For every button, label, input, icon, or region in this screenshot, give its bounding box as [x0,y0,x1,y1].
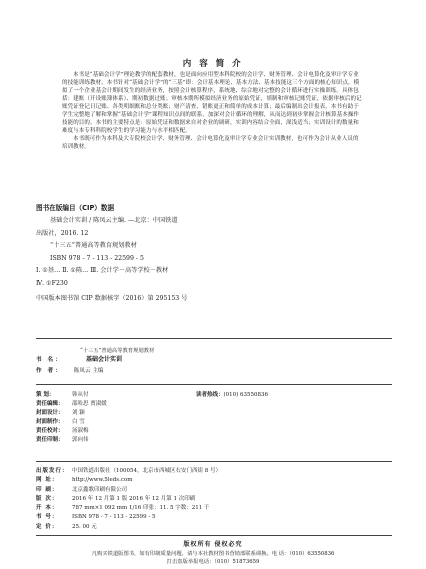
rights-notice [0,541,426,567]
pub-key: 印 刷： [36,486,59,493]
intro-paragraph: 本书是“基础会计学”理论教学的配套教材，也是面向应用型本科院校的会计学、财务管理、会计电算化及审计学专业的技能训练教材。本书针对“基础会计学”的“三基”即：会计基本理论、基本方法、基本技能这三个方面的核心知识点，模拟了一个企业基会计期间发生的经济业务，按照会计核算程序，系统地、综合地对完整的会计循环进行实操训练。具体包括：建账（开设账簿体系）、期初数据过账；审核本期所模拟经济业务的原始凭证，填制和审核记账凭证，依据审核后的记账凭证登记日记账、各类明细账和总分类账；财产清查、错账更正和简单的成本计算；最后编制出会计报表。本书有助于学生完整地了解和掌握“基础会计学”课程知识点间的联系，加深对会计循环的理解，从而达到初步掌握会计核算基本操作技能的目的。本书的主要特点是：原始凭证和数据来自对企业的调研，实训内容结合全面，深浅适当；实训设计的数量和难度与本专科科院校学生的学习能力与水平相匹配。 [62,72,362,135]
cip-block [36,215,396,305]
pub-row [36,495,396,504]
staff-row [36,409,396,418]
pub-value: ISBN 978 - 7 - 113 - 22599 - 5 [72,514,156,521]
pub-row [36,523,396,532]
staff-value: 刘 颖 [72,410,85,417]
staff-key: 策 划： [36,392,55,398]
staff-key: 责任校对： [36,428,64,435]
staff-key: 责任编辑： [36,401,64,408]
book-series: “十三五”普通高等教育规划教材 [80,348,155,354]
reader-hotline [196,391,268,400]
book-author: 陈凤云 主编 [73,368,104,374]
book-name-label: 书 名： [36,357,63,363]
staff-value: 汤淑梅 [72,428,89,435]
publication-info [36,467,396,532]
reader-hotline-label: 读者热线： [196,392,224,398]
pub-row [36,486,396,495]
divider [36,338,392,339]
staff-value: 白 雪 [72,419,85,426]
staff-value: 郭向伟 [72,437,89,444]
pub-row [36,467,396,476]
cip-line: “十三五”普通高等教育规划教材 [50,242,137,250]
rights-line: 凡购买铁道版图书，如有印制质量问题，请与本社教材图书营销部联系调换。电 话：（010）63550836 [91,550,335,557]
cip-line: Ⅳ. ①F230 [36,279,68,287]
pub-row [36,504,396,513]
divider [36,384,392,385]
pub-value: 25. 00 元 [72,523,97,530]
pub-key: 书 号： [36,514,59,521]
staff-row [36,400,396,409]
staff-row [36,427,396,436]
book-author-row [36,366,396,376]
pub-value: 北京鑫歌印刷有限公司 [72,486,128,493]
pub-key: 开 本： [36,505,59,512]
intro-paragraph: 本书既可作为本科及大专院校会计学、财务管理、会计电算化及审计学专业会计实训教材，也可作为会计从业人员的培训教材。 [62,136,359,151]
intro-text [62,71,364,151]
pub-key: 出版发行： [36,468,69,474]
divider [36,461,392,462]
cip-line: 出版社，2016. 12 [36,229,89,237]
book-info [36,346,396,376]
staff-key: 封面制作： [36,419,64,426]
cip-library-line: 中国版本图书馆 CIP 数据核字（2016）第 295153 号 [36,294,188,302]
pub-row [36,513,396,522]
pub-value: http://www.5leds.com [72,477,133,484]
book-title: 基础会计实训 [86,356,123,363]
pub-key: 网 址： [36,477,59,484]
staff-row [36,436,396,445]
divider [36,535,392,536]
staff-value: 韩从付 [72,392,89,398]
reader-hotline-number: (010) 63550836 [223,392,269,398]
book-title-row [36,346,396,366]
pub-key: 版 次： [36,495,59,502]
cip-line: 基础会计实训 / 陈凤云主编. —北京：中国铁道 [50,217,178,224]
pub-row [36,476,396,485]
rights-line: 打击盗版举报电话：（010）51873659 [166,559,260,565]
staff-list [36,391,396,446]
staff-row [36,418,396,427]
intro-title: 内 容 简 介 [182,59,244,69]
pub-value: 2016 年 12 月第 1 版 2016 年 12 月第 1 次印刷 [72,495,196,502]
book-author-label: 作 者： [36,368,63,374]
cip-heading: 图书在版编目（CIP）数据 [36,204,115,212]
cip-line: Ⅰ. ①基… Ⅱ. ①陈… Ⅲ. 会计学－高等学校－教材 [36,267,169,275]
staff-key: 封面设计： [36,410,64,417]
pub-value: 787 mm×1 092 mm 1/16 印张：11. 5 字数：211 千 [72,505,210,512]
pub-key: 定 价： [36,523,59,530]
pub-value: 中国铁道出版社（100054，北京市西城区右安门西街 8 号） [72,468,221,474]
cip-line: ISBN 978 - 7 - 113 - 22599 - 5 [50,254,144,262]
staff-key: 责任印制： [36,437,64,444]
staff-value: 邵哈思 贾淑媛 [72,401,107,408]
staff-row [36,391,396,400]
rights-heading: 版权所有 侵权必究 [183,541,243,548]
